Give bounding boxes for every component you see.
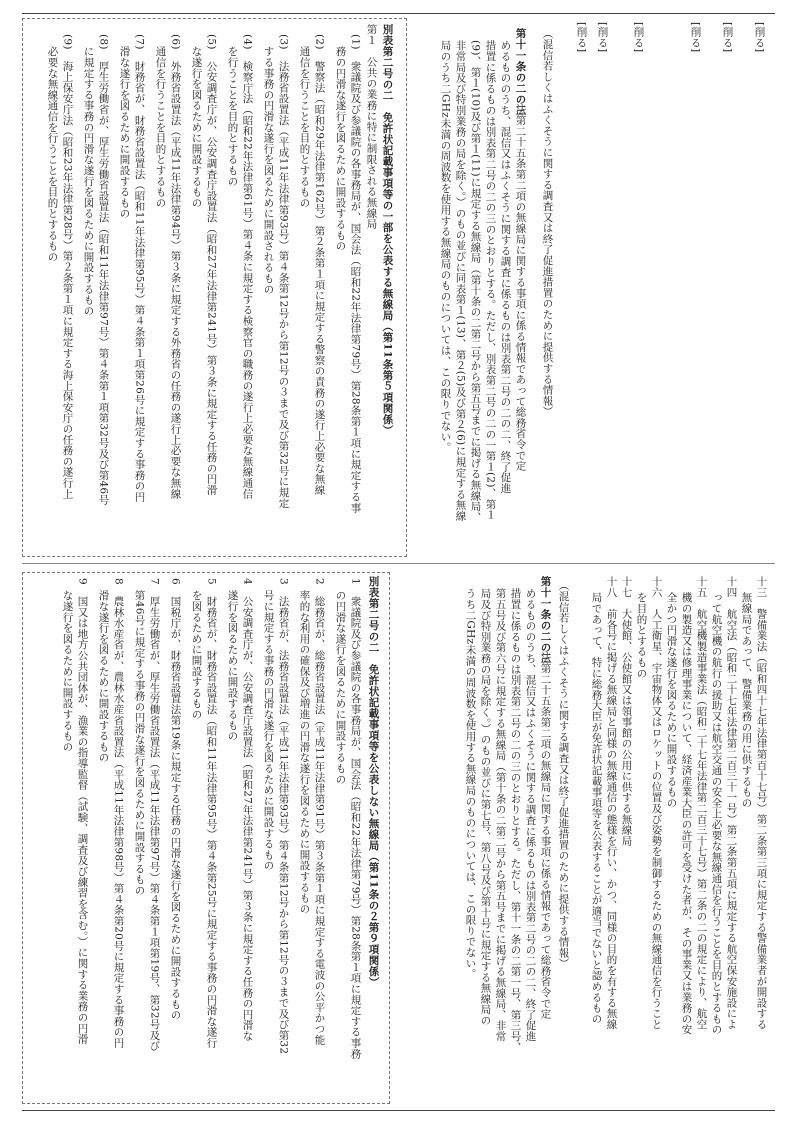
list-item: 4 公安調査庁が、公安調査庁設置法（昭和27年法律第241号）第３条に規定する任務の円滑な xyxy=(241,578,254,1042)
intro-line: 十七 大使館、公使館又は領事館の公用に供する無線局 xyxy=(620,576,633,846)
list-item: 9 国又は地方公共団体が、漁業の指導監督（試験、調査及び練習を含む。）に関する業務の円滑 xyxy=(76,578,89,1045)
intro-line: 十八 前各号に掲げる無線局と同様の無線通信の態様を行い、かつ、同様の目的を有する無線 xyxy=(605,576,618,1030)
article-line: 局及び特別業務の局を除く。）のもの並びに第七号、第八号及び第十号に規定する無線局の xyxy=(479,588,492,1026)
list-item: 通信を行うことを目的とするもの xyxy=(298,46,311,208)
article-line: 措置に係るものは別表第二号の二の三のとおりとする。ただし、別表第二号の二の一第１(2)、第１ xyxy=(484,40,497,521)
article-line: 法第二十五条第二項の無線局に関する事項に係る情報であって総務省令で定 xyxy=(514,104,527,472)
list-item: な遂行を図るために開設するもの xyxy=(190,46,203,208)
intro-line: を目的とするもの xyxy=(635,592,648,679)
table-title: 別表第二号の二 免許状記載事項等の一部を公表する無線局（第11条第５項関係） xyxy=(381,24,394,436)
article-caption: （混信若しくはふくそうに関する調査又は終了促進措置のために提供する情報） xyxy=(557,580,570,969)
deleted-mark: [削る] xyxy=(575,22,588,53)
intro-line: 全かつ円滑な遂行を図るために開設するもの xyxy=(665,592,678,808)
list-item: 第46号に規定する事務の円滑な遂行を図るために開設するもの xyxy=(133,590,146,896)
article-line: (9)、第１(10)及び第１(11)に規定する無線局（第十条の二第二号から第五号までに掲げる無線局、 xyxy=(469,40,482,523)
list-item: (1) 衆議院及び参議院の各事務局が、国会法（昭和22年法律第79号）第28条第１項に規定する事 xyxy=(349,34,362,513)
intro-line: 十六 人工衛星、宇宙物体又はロケットの位置及び姿勢を制御するための無線通信を行うこと xyxy=(650,576,663,1030)
article-caption: （混信若しくはふくそうに関する調査又は終了促進措置のために提供する情報） xyxy=(541,28,554,417)
list-item: 8 農林水産省が、農林水産省設置法（平成11年法律第98号）第４条第20号に規定する事務の円 xyxy=(112,578,125,1049)
list-item: 1 衆議院及び参議院の各事務局が、国会法（昭和22年法律第79号）第28条第１項に規定する事務 xyxy=(349,578,362,1059)
table-title: 別表第二号の二 免許状記載事項等を公表しない無線局（第11条の２第９項関係） xyxy=(367,576,380,988)
list-item: を図るために開設するもの xyxy=(190,590,203,720)
list-item: する事務の円滑な遂行を図るために開設されるもの xyxy=(262,46,275,295)
deleted-mark: [削る] xyxy=(753,22,766,53)
list-item: を行うことを目的とするもの xyxy=(226,46,239,187)
article-line: うち二GHz未満の周波数を使用する無線局のものについては、この限りでない。 xyxy=(464,588,477,980)
list-item: 滑な遂行を図るために開設するもの xyxy=(97,590,110,763)
intro-line: 無線局であって、警備業務の用に供するもの xyxy=(740,592,753,808)
deleted-mark: [削る] xyxy=(596,22,609,53)
list-item: 通信を行うことを目的とするもの xyxy=(154,46,167,208)
list-item: (5) 公安調査庁が、公安調査庁設置法（昭和27年法律第241号）第３条に規定する任務の円滑 xyxy=(205,34,218,496)
middle-rule xyxy=(22,563,775,564)
intro-line: 十四 航空法（昭和二十七年法律第二百三十一号）第二条第五項に規定する航空保安施設によ xyxy=(725,576,738,1030)
list-item: 7 厚生労働省が、厚生労働省設置法（平成11年法律第97号）第４条第１項第19号、第32号及び xyxy=(148,578,161,1052)
list-item: (2) 警察法（昭和29年法律第162号）第２条第１項に規定する警察の責務の遂行上必要な無線 xyxy=(313,34,326,496)
intro-line: 十三 警備業法（昭和四十七年法律第百十七号）第二条第三項に規定する警備業者が開設する xyxy=(755,576,768,1030)
list-item: (7) 財務省が、財務省設置法（昭和11年法律第95号）第４条第１項第26号に規定する事務の円 xyxy=(133,34,146,503)
list-item: 務の円滑な遂行を図るために開設するもの xyxy=(334,46,347,252)
list-item: な遂行を図るために開設するもの xyxy=(61,590,74,752)
list-item: (8) 厚生労働省が、厚生労働省設置法（昭和11年法律第97号）第４条第１項第32号及び第46号 xyxy=(97,34,110,506)
intro-line: って航空機の航行の援助又は航空交通の安全上必要な無線通信を行うことを目的とするもの xyxy=(710,592,723,1035)
list-item: の円滑な遂行を図るために開設するもの xyxy=(334,590,347,785)
list-item: (6) 外務省設置法（平成11年法律第94号）第３条に規定する外務省の任務の遂行上必要な無線 xyxy=(169,34,182,499)
list-item: (9) 海上保安庁法（昭和23年法律第28号）第２条第１項に規定する海上保安庁の任務の遂行上 xyxy=(61,34,74,499)
list-item: 号に規定する事務の円滑な遂行を図るために開設するもの xyxy=(262,590,275,871)
deleted-mark: [削る] xyxy=(721,22,734,53)
list-item: に規定する事務の円滑な遂行を図るために開設するもの xyxy=(82,46,95,316)
intro-line: 機の製造又は修理事業について、経済産業大臣の許可を受けた者が、その事業又は業務の安 xyxy=(680,592,693,1035)
article-line: 法第二十五条第二項の無線局に関する事項に係る情報であって総務省令で定 xyxy=(539,652,552,1020)
article-line: 第五号及び第六号に規定する無線局（第十条の二第二号から第五号までに掲げる無線局、非常 xyxy=(494,588,507,1042)
article-line: 措置に係るものは別表第二号の二の三のとおりとする。ただし、第十一条の二第一号、第三号、 xyxy=(509,588,522,1053)
bottom-rule xyxy=(22,1110,775,1111)
intro-line: 十五 航空機製造事業法（昭和二十七年法律第二百三十七号）第二条の二の規定により、航空 xyxy=(695,576,708,1030)
article-line: 局のうち二GHz未満の周波数を使用する無線局のものについては、この限りでない。 xyxy=(439,40,452,453)
list-item: 2 総務省が、総務省設置法（平成11年法律第91号）第３条第１項に規定する電波の公平かつ能 xyxy=(313,578,326,1045)
article-line: 非常局及び特別業務の局を除く。）のもの並びに同表第１(13)、第２(5)及び第２(6)に規定する無線 xyxy=(454,40,467,522)
article-title: 第十一条の二の三 xyxy=(539,576,552,664)
intro-line: 局であって、特に総務大臣が免許状記載事項等を公表することが適当でないと認めるもの xyxy=(590,592,603,1024)
deleted-mark: [削る] xyxy=(632,22,645,53)
list-item: 必要な無線通信を行うことを目的とするもの xyxy=(46,46,59,262)
list-item: 滑な遂行を図るために開設するもの xyxy=(118,46,131,219)
table-section-head: 第１ 公共の業務に特に制限される無線局 xyxy=(365,24,378,230)
top-rule xyxy=(22,13,775,14)
list-item: 6 国税庁が、財務省設置法第19条に規定する任務の円滑な遂行を図るために開設するもの xyxy=(169,578,182,1021)
article-line: めるもののうち、混信又はふくそうに関する調査に係るものは別表第二号の二の二、終了促進 xyxy=(524,588,537,1042)
article-title: 第十一条の二の三 xyxy=(514,28,527,116)
deleted-mark: [削る] xyxy=(689,22,702,53)
list-item: 5 財務省が、財務省設置法（昭和11年法律第95号）第４条第25号に規定する事務の円滑な遂行 xyxy=(205,578,218,1049)
list-item: 3 法務省が、法務省設置法（平成11年法律第93号）第４条第12号から第12号の３まで及び第32 xyxy=(277,578,290,1055)
list-item: (3) 法務省設置法（平成11年法律第93号）第４条第12号から第12号の３まで及び第32号に規定 xyxy=(277,34,290,509)
list-item: 遂行を図るために開設するもの xyxy=(226,590,239,742)
list-item: (4) 検察庁法（昭和22年法律第61号）第４条に規定する検察官の職務の遂行上必要な無線通信 xyxy=(241,34,254,499)
list-item: 率的な利用の確保及び増進の円滑な遂行を図るために開設するもの xyxy=(298,590,311,914)
article-line: めるもののうち、混信又はふくそうに関する調査に係るものは別表第二号の二の二、終了促進 xyxy=(499,40,512,494)
